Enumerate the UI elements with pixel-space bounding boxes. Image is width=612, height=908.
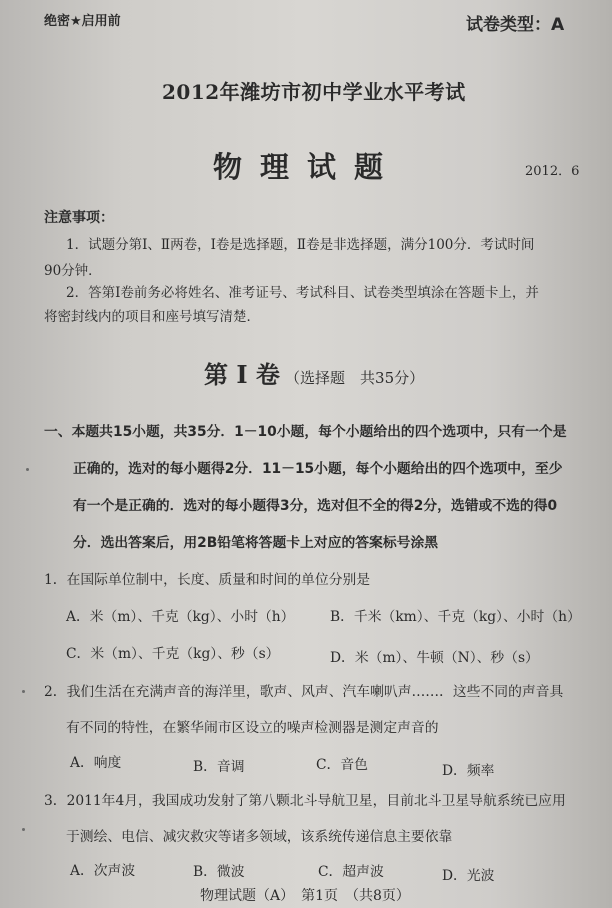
q2-line1: 2．我们生活在充满声音的海洋里，歌声、风声、汽车喇叭声……．这些不同的声音具 xyxy=(44,684,564,700)
exam-title: 2012年潍坊市初中学业水平考试 xyxy=(162,80,466,104)
binding-hole xyxy=(22,690,25,693)
notice-item1-line2: 90分钟． xyxy=(44,263,102,279)
q1-option-a: A．米（m）、千克（kg）、小时（h） xyxy=(66,609,295,625)
q3-line2: 于测绘、电信、减灾救灾等诸多领域，该系统传递信息主要依靠 xyxy=(66,829,453,845)
page-footer: 物理试题（A） 第1页 （共8页） xyxy=(200,888,410,904)
paper-type-label: 试卷类型：A xyxy=(466,15,565,35)
q1-stem: 1．在国际单位制中，长度、质量和时间的单位分别是 xyxy=(44,572,371,588)
notice-item2-line2: 将密封线内的项目和座号填写清楚． xyxy=(44,309,260,325)
binding-hole xyxy=(26,468,29,471)
subject-title: 物理试题 xyxy=(213,150,402,184)
volume-title-sub: （选择题 共35分） xyxy=(285,369,425,387)
volume-title xyxy=(204,355,424,390)
section1-line2: 正确的，选对的每小题得2分．11－15小题，每个小题给出的四个选项中，至少 xyxy=(73,461,563,477)
binding-hole xyxy=(22,828,25,831)
q3-option-c: C．超声波 xyxy=(318,864,384,880)
section1-line1: 一、本题共15小题，共35分．1－10小题，每个小题给出的四个选项中，只有一个是 xyxy=(44,424,567,440)
confidential-label: 绝密★启用前 xyxy=(44,14,121,29)
q1-option-c: C．米（m）、千克（kg）、秒（s） xyxy=(66,646,280,662)
q3-option-b: B．微波 xyxy=(193,864,245,880)
q2-option-c: C．音色 xyxy=(316,757,368,773)
q2-option-d: D．频率 xyxy=(442,763,495,779)
notice-item1-line1: 1．试题分第Ⅰ、Ⅱ两卷，Ⅰ卷是选择题，Ⅱ卷是非选择题，满分100分．考试时间 xyxy=(66,237,535,253)
exam-date: 2012．6 xyxy=(525,164,580,179)
q1-option-b: B．千米（km）、千克（kg）、小时（h） xyxy=(330,609,581,625)
section1-line3: 有一个是正确的．选对的每小题得3分，选对但不全的得2分，选错或不选的得0 xyxy=(73,498,558,514)
notice-item2-line1: 2．答第Ⅰ卷前务必将姓名、准考证号、考试科目、试卷类型填涂在答题卡上，并 xyxy=(66,285,539,301)
section1-line4: 分．选出答案后，用2B铅笔将答题卡上对应的答案标号涂黑 xyxy=(73,535,439,551)
q1-option-d: D．米（m）、牛顿（N）、秒（s） xyxy=(330,650,539,666)
q3-line1: 3．2011年4月，我国成功发射了第八颗北斗导航卫星，目前北斗卫星导航系统已应用 xyxy=(44,793,566,809)
volume-title-main: 第 Ⅰ 卷 xyxy=(204,360,280,389)
q3-option-d: D．光波 xyxy=(442,868,495,884)
q2-line2: 有不同的特性，在繁华闹市区设立的噪声检测器是测定声音的 xyxy=(66,720,439,736)
q2-option-a: A．响度 xyxy=(70,755,122,771)
q2-option-b: B．音调 xyxy=(193,759,245,775)
notice-heading: 注意事项： xyxy=(44,210,114,226)
q3-option-a: A．次声波 xyxy=(70,863,136,879)
